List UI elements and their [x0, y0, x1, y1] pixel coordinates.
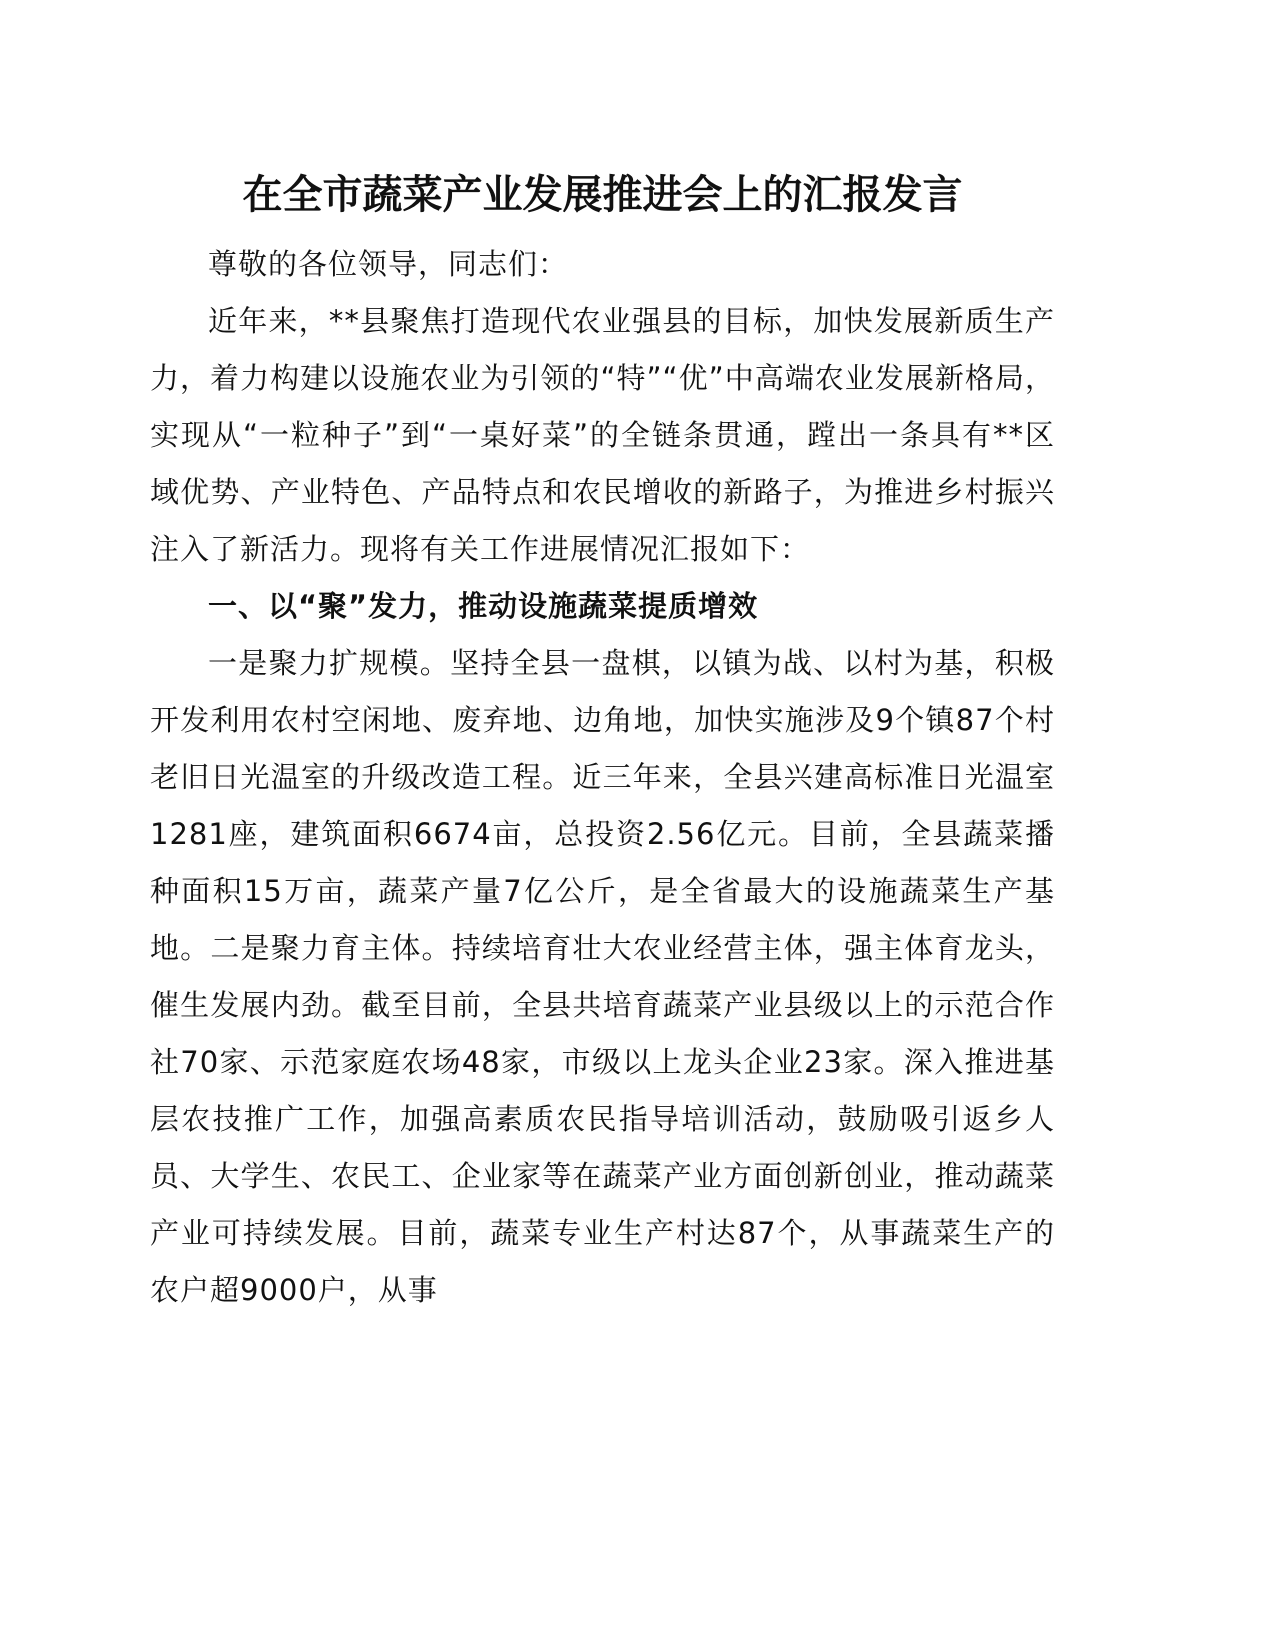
intro-paragraph: 近年来，**县聚焦打造现代农业强县的目标，加快发展新质生产力，着力构建以设施农业为引领的“特”“优”中高端农业发展新格局，实现从“一粒种子”到“一桌好菜”的全链条贯通，蹚出一条具有**区域优势、产业特色、产品特点和农民增收的新路子，为推进乡村振兴注入了新活力。现将有关工作进展情况汇报如下：	[150, 304, 1055, 566]
document-title: 在全市蔬菜产业发展推进会上的汇报发言	[242, 171, 963, 218]
section-heading-1: 一、以“聚”发力，推动设施蔬菜提质增效	[208, 589, 759, 623]
section-1-paragraph: 一是聚力扩规模。坚持全县一盘棋，以镇为战、以村为基，积极开发利用农村空闲地、废弃地、边角地，加快实施涉及9个镇87个村老旧日光温室的升级改造工程。近三年来，全县兴建高标准日光温室1281座，建筑面积6674亩，总投资2.56亿元。目前，全县蔬菜播种面积15万亩，蔬菜产量7亿公斤，是全省最大的设施蔬菜生产基地。二是聚力育主体。持续培育壮大农业经营主体，强主体育龙头，催生发展内劲。截至目前，全县共培育蔬菜产业县级以上的示范合作社70家、示范家庭农场48家，市级以上龙头企业23家。深入推进基层农技推广工作，加强高素质农民指导培训活动，鼓励吸引返乡人员、大学生、农民工、企业家等在蔬菜产业方面创新创业，推动蔬菜产业可持续发展。目前，蔬菜专业生产村达87个，从事蔬菜生产的农户超9000户，从事	[150, 646, 1055, 1307]
salutation: 尊敬的各位领导，同志们：	[208, 247, 569, 281]
document-body	[150, 160, 1055, 1319]
